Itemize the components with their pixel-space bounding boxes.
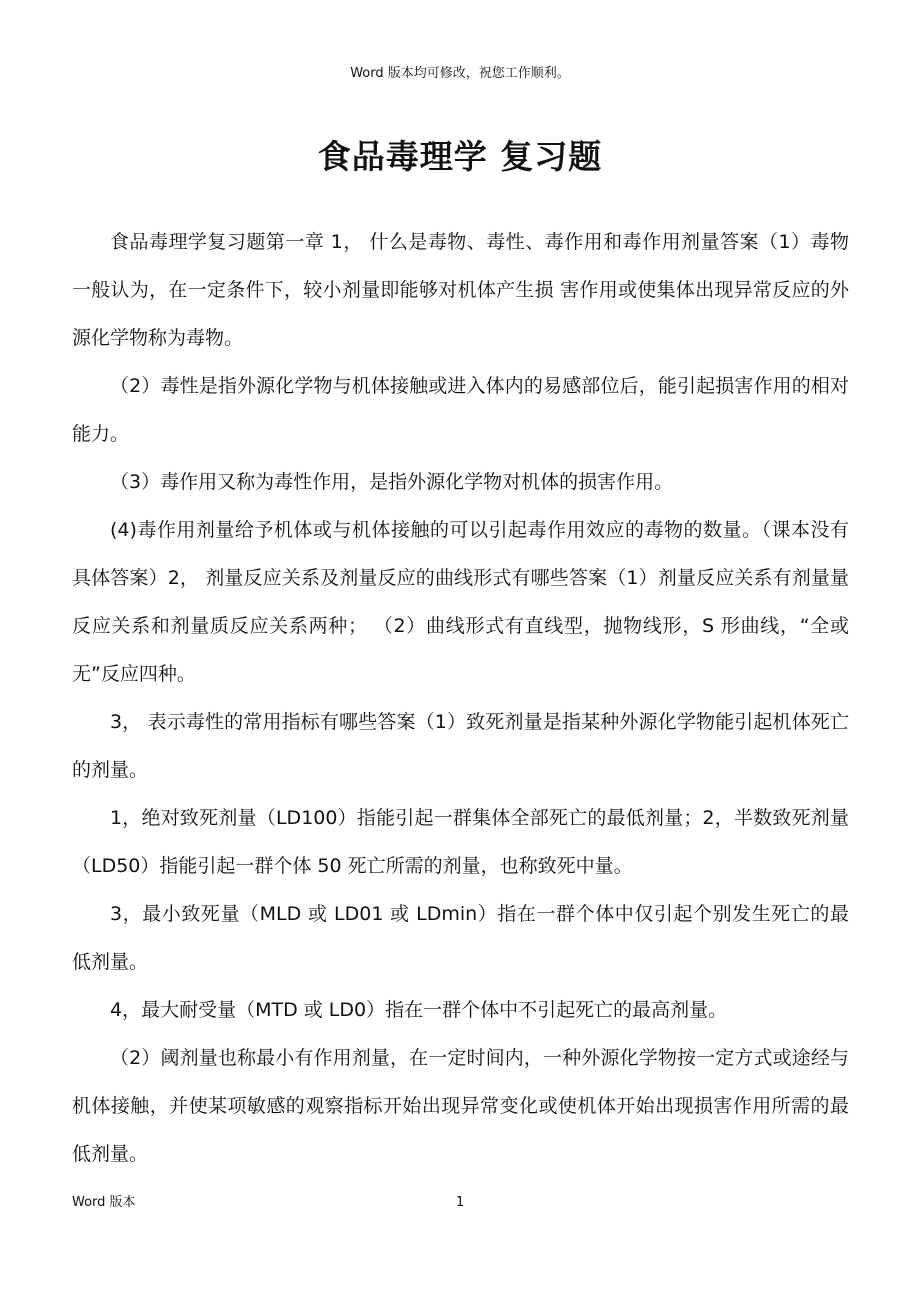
paragraph: 3，最小致死量（MLD 或 LD01 或 LDmin）指在一群个体中仅引起个别发生死亡的最低剂量。 — [72, 903, 849, 973]
document-title: 食品毒理学 复习题 — [317, 137, 603, 176]
paragraph: （2）毒性是指外源化学物与机体接触或进入体内的易感部位后，能引起损害作用的相对能力。 — [72, 375, 849, 445]
page-number: 1 — [456, 1195, 465, 1210]
paragraph: （3）毒作用又称为毒性作用，是指外源化学物对机体的损害作用。 — [110, 471, 674, 493]
paragraph: 3， 表示毒性的常用指标有哪些答案（1）致死剂量是指某种外源化学物能引起机体死亡的剂量。 — [72, 711, 849, 781]
paragraph: (4)毒作用剂量给予机体或与机体接触的可以引起毒作用效应的毒物的数量。（课本没有具体答案）2， 剂量反应关系及剂量反应的曲线形式有哪些答案（1）剂量反应关系有剂量量反应关系和剂量质反应关系两种； （2）曲线形式有直线型，抛物线形，S 形曲线，“全或无”反应四种。 — [72, 519, 849, 685]
paragraph: 4，最大耐受量（MTD 或 LD0）指在一群个体中不引起死亡的最高剂量。 — [110, 999, 728, 1021]
paragraph: （2）阈剂量也称最小有作用剂量，在一定时间内，一种外源化学物按一定方式或途经与机体接触，并使某项敏感的观察指标开始出现异常变化或使机体开始出现损害作用所需的最低剂量。 — [72, 1047, 849, 1165]
paragraph: 1，绝对致死剂量（LD100）指能引起一群集体全部死亡的最低剂量；2，半数致死剂量（LD50）指能引起一群个体 50 死亡所需的剂量，也称致死中量。 — [72, 807, 849, 877]
paragraph: 食品毒理学复习题第一章 1， 什么是毒物、毒性、毒作用和毒作用剂量答案（1）毒物一般认为，在一定条件下，较小剂量即能够对机体产生损 害作用或使集体出现异常反应的外源化学物称为毒物。 — [72, 231, 849, 349]
page-header-note: Word 版本均可修改，祝您工作顺利。 — [350, 66, 570, 81]
footer-label: Word 版本 — [72, 1195, 136, 1210]
document-body — [72, 218, 849, 1178]
